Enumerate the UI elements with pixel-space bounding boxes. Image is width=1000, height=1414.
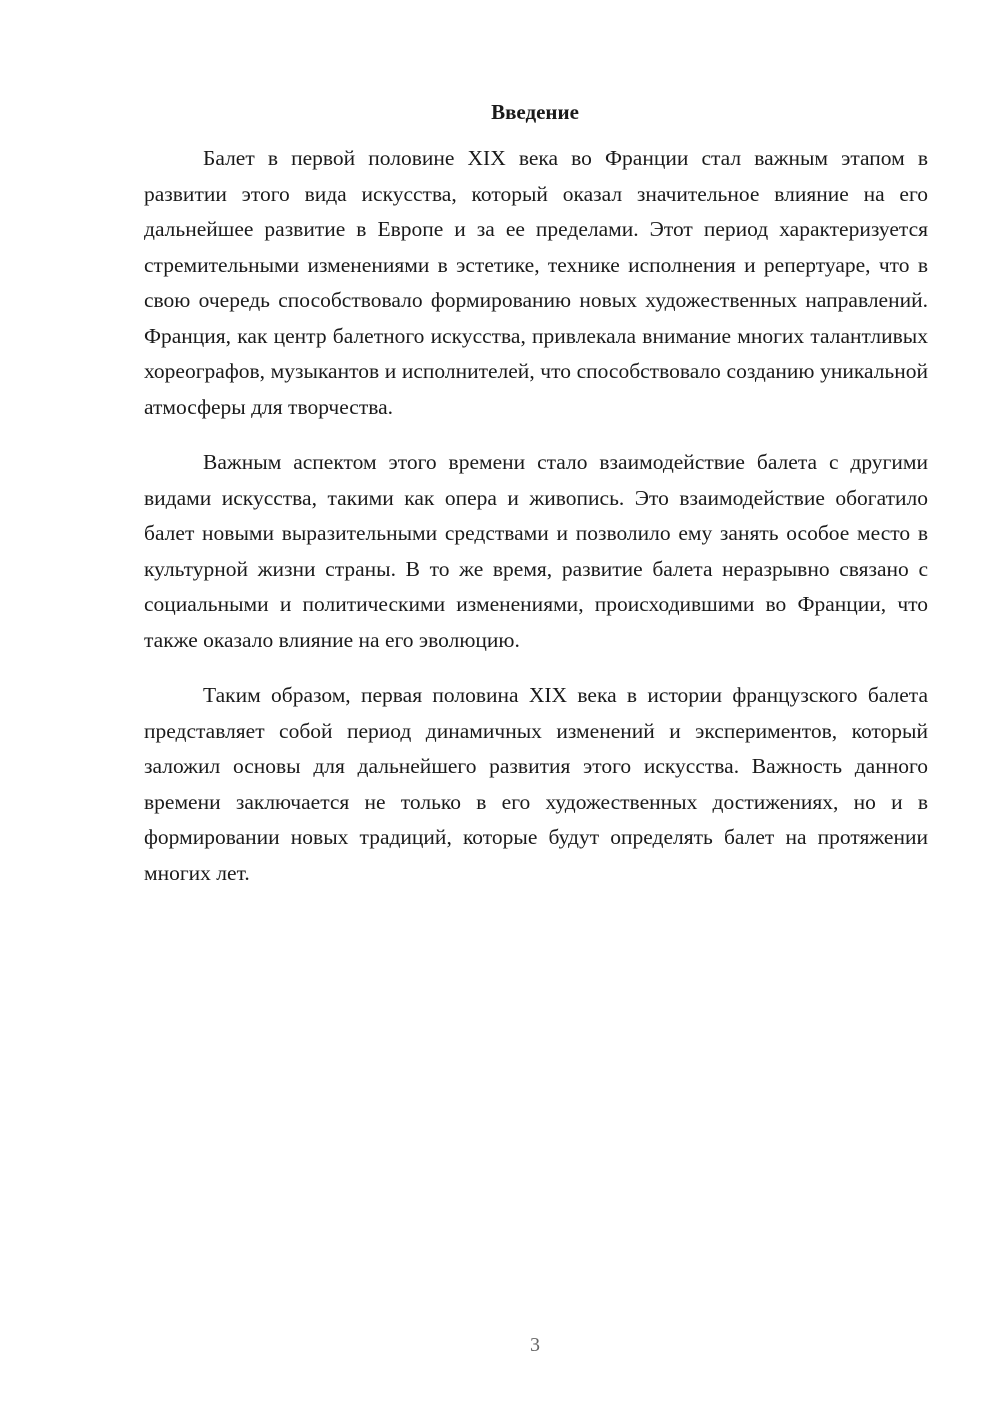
page-title: Введение xyxy=(491,100,579,124)
paragraph-2: Важным аспектом этого времени стало взаимодействие балета с другими видами искусства, такими как опера и живопись. Это взаимодействие обогатило балет новыми выразительными средствами и позволило ему занять особое место в культурной жизни страны. В то же время, развитие балета неразрывно связано с социальными и политическими изменениями, происходившими во Франции, что также оказало влияние на его эволюцию. xyxy=(144,450,928,652)
paragraph-3: Таким образом, первая половина XIX века в истории французского балета представляет собой период динамичных изменений и экспериментов, который заложил основы для дальнейшего развития этого искусства. Важность данного времени заключается не только в его художественных достижениях, но и в формировании новых традиций, которые будут определять балет на протяжении многих лет. xyxy=(144,683,928,885)
paragraph-1: Балет в первой половине XIX века во Франции стал важным этапом в развитии этого вида искусства, который оказал значительное влияние на его дальнейшее развитие в Европе и за ее пределами. Этот период характеризуется стремительными изменениями в эстетике, технике исполнения и репертуаре, что в свою очередь способствовало формированию новых художественных направлений. Франция, как центр балетного искусства, привлекала внимание многих талантливых хореографов, музыкантов и исполнителей, что способствовало созданию уникальной атмосферы для творчества. xyxy=(144,146,928,419)
page-number: 3 xyxy=(530,1334,540,1356)
document-body xyxy=(144,141,928,911)
